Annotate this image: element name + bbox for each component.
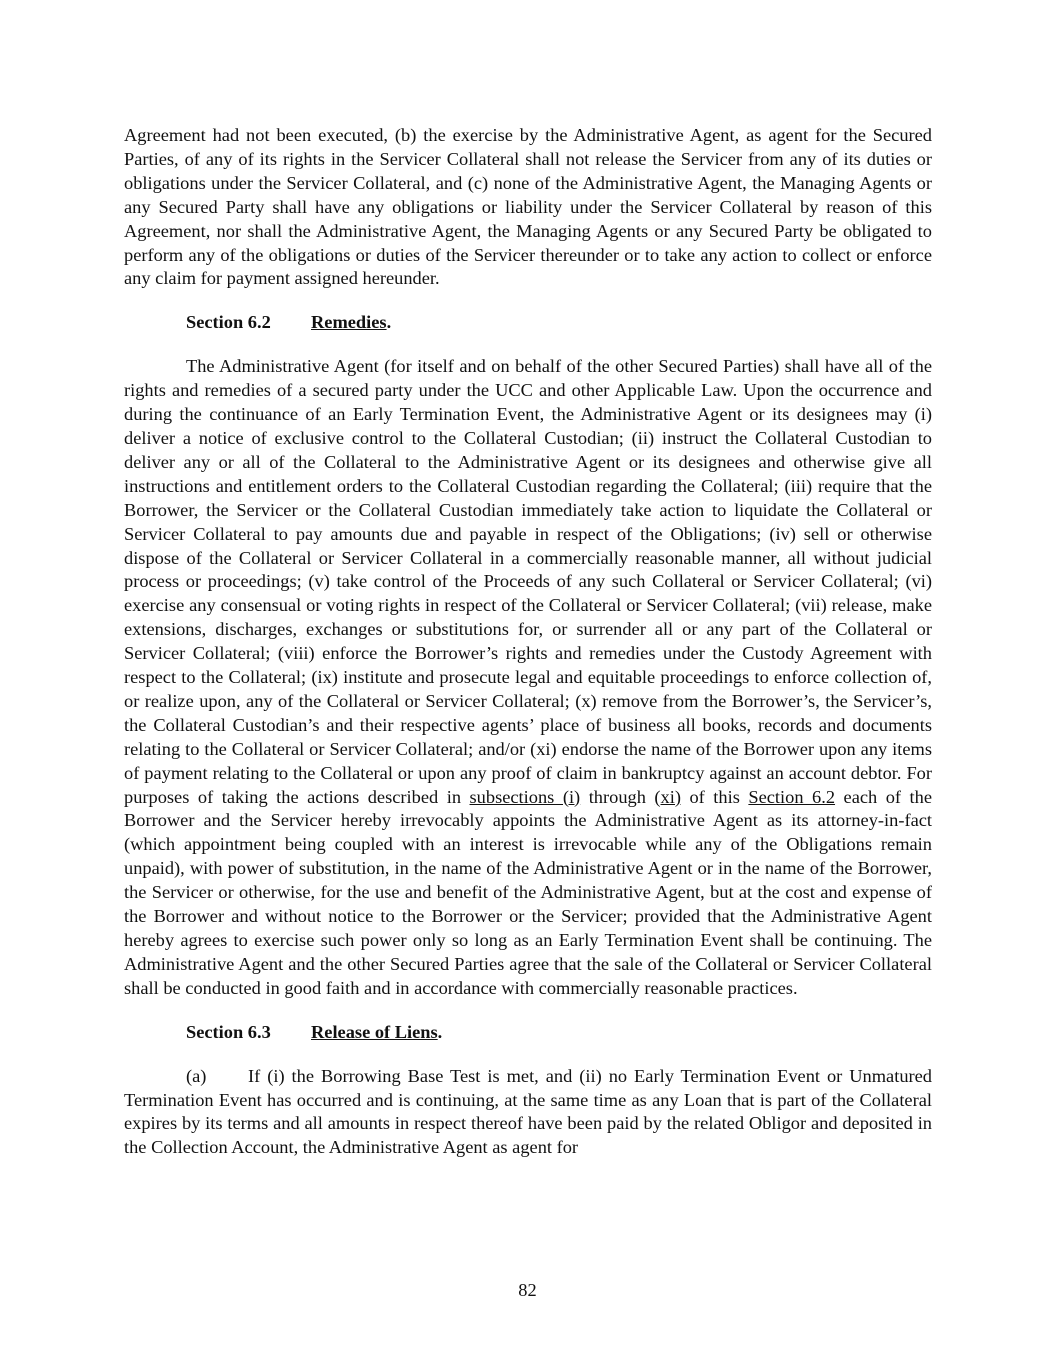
page-number: 82 — [518, 1280, 537, 1300]
section-6-3-title-period: . — [437, 1021, 443, 1042]
subsections-i-reference: subsections (i) — [469, 786, 581, 807]
section-6-3-title: Release of Liens — [311, 1021, 438, 1042]
through-text: through — [580, 786, 655, 807]
section-6-2-title: Remedies — [311, 312, 387, 333]
section-6-2-body — [124, 355, 932, 1000]
subsection-a-label: (a) — [186, 1065, 207, 1086]
subsection-a-text: If (i) the Borrowing Base Test is met, and (ii) no Early Termination Event or Unmatured Termination Event has occurred and is continuing, at the same time as any Loan that is part of the Collateral expires by its terms and all amounts in respect thereof have been paid by the related Obligor and deposited in the Collection Account, the Administrative Agent as agent for — [124, 1065, 932, 1158]
section-6-3-subsection-a — [124, 1065, 932, 1161]
section-6-2-body-part1: The Administrative Agent (for itself and on behalf of the other Secured Parties) shall have all of the rights and remedies of a secured party under the UCC and other Applicable Law. Upon the occurrence and during the continuance of an Early Termination Event, the Administrative Agent or its designees may (i) deliver a notice of exclusive control to the Collateral Custodian; (ii) instruct the Collateral Custodian to deliver any or all of the Collateral to the Administrative Agent or its designees and otherwise give all instructions and entitlement orders to the Collateral Custodian regarding the Collateral; (iii) require that the Borrower, the Servicer or the Collateral Custodian immediately take action to liquidate the Collateral or Servicer Collateral to pay amounts due and payable in respect of the Obligations; (iv) sell or otherwise dispose of the Collateral or Servicer Collateral in a commercially reasonable manner, all without judicial process or proceedings; (v) take control of the Proceeds of any such Collateral or Servicer Collateral; (vi) exercise any consensual or voting rights in respect of the Collateral or Servicer Collateral; (vii) release, make extensions, discharges, exchanges or substitutions for, or surrender all or any part of the Collateral or Servicer Collateral; (viii) enforce the Borrower’s rights and remedies under the Custody Agreement with respect to the Collateral; (ix) institute and prosecute legal and equitable proceedings to enforce collection of, or realize upon, any of the Collateral or Servicer Collateral; (x) remove from the Borrower’s, the Servicer’s, the Collateral Custodian’s and their respective agents’ place of business all books, records and documents relating to the Collateral or Servicer Collateral; and/or (xi) endorse the name of the Borrower upon any items of payment relating to the Collateral or upon any proof of claim in bankruptcy against an account debtor. For purposes of taking the actions described in — [124, 356, 932, 807]
continuation-text: Agreement had not been executed, (b) the exercise by the Administrative Agent, as agent for the Secured Parties, of any of its rights in the Servicer Collateral shall not release the Servicer from any of its duties or obligations under the Servicer Collateral, and (c) none of the Administrative Agent, the Managing Agents or any Secured Party shall have any obligations or liability under the Servicer Collateral by reason of this Agreement, nor shall the Administrative Agent, the Managing Agents or any Secured Party be obligated to perform any of the obligations or duties of the Servicer thereunder or to take any action to collect or enforce any claim for payment assigned hereunder. — [124, 125, 932, 289]
subsection-xi-reference: (xi) — [654, 786, 681, 807]
section-6-2-body-part2: each of the Borrower and the Servicer hereby irrevocably appoints the Administrative Agent as its attorney-in-fact (which appointment being coupled with an interest is irrevocable while any of the Obligations remain unpaid), with power of substitution, in the name of the Administrative Agent or in the name of the Borrower, the Servicer or otherwise, for the use and benefit of the Administrative Agent, but at the cost and expense of the Borrower and without notice to the Borrower or the Servicer; provided that the Administrative Agent hereby agrees to exercise such power only so long as an Early Termination Event shall be continuing. The Administrative Agent and the other Secured Parties agree that the sale of the Collateral or Servicer Collateral shall be conducted in good faith and in accordance with commercially reasonable practices. — [124, 786, 933, 998]
section-6-2-title-period: . — [386, 312, 392, 333]
section-6-2-number: Section 6.2 — [186, 312, 271, 333]
section-6-3-number: Section 6.3 — [186, 1021, 271, 1042]
document-page — [124, 124, 932, 1160]
of-this-text: of this — [680, 786, 749, 807]
section-6-2-reference: Section 6.2 — [748, 786, 836, 807]
section-6-3-heading — [124, 1021, 932, 1045]
section-6-2-heading — [124, 311, 932, 335]
continuation-paragraph — [124, 124, 932, 291]
